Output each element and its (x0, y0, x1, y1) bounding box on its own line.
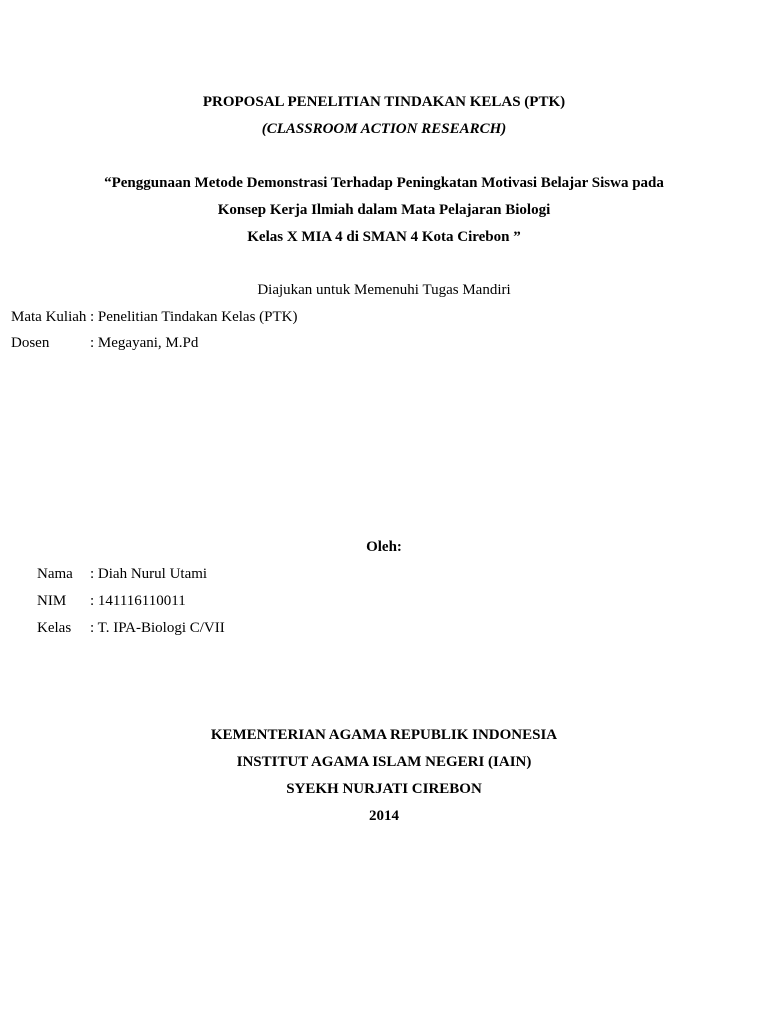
author-heading: Oleh: (366, 539, 402, 555)
nim-label: NIM (37, 593, 67, 609)
research-title-line-1: “Penggunaan Metode Demonstrasi Terhadap Peningkatan Motivasi Belajar Siswa pada (104, 175, 664, 191)
institution-year: 2014 (369, 808, 399, 824)
course-label: Mata Kuliah (11, 309, 87, 325)
lecturer-value: : Megayani, M.Pd (90, 335, 199, 351)
research-title-line-2: Konsep Kerja Ilmiah dalam Mata Pelajaran Biologi (217, 202, 551, 218)
name-value: : Diah Nurul Utami (90, 566, 208, 582)
class-value: : T. IPA-Biologi C/VII (90, 620, 225, 636)
submission-purpose: Diajukan untuk Memenuhi Tugas Mandiri (257, 282, 511, 298)
class-label: Kelas (37, 620, 72, 636)
name-label: Nama (37, 566, 73, 582)
institution-location: SYEKH NURJATI CIREBON (286, 781, 482, 797)
lecturer-label: Dosen (11, 335, 50, 351)
institution-ministry: KEMENTERIAN AGAMA REPUBLIK INDONESIA (210, 727, 558, 743)
nim-value: : 141116110011 (90, 593, 186, 609)
proposal-title: PROPOSAL PENELITIAN TINDAKAN KELAS (PTK) (202, 94, 566, 110)
proposal-subtitle: (CLASSROOM ACTION RESEARCH) (261, 121, 507, 137)
course-value: : Penelitian Tindakan Kelas (PTK) (90, 309, 298, 325)
institution-name: INSTITUT AGAMA ISLAM NEGERI (IAIN) (236, 754, 532, 770)
research-title-line-3: Kelas X MIA 4 di SMAN 4 Kota Cirebon ” (247, 229, 521, 245)
